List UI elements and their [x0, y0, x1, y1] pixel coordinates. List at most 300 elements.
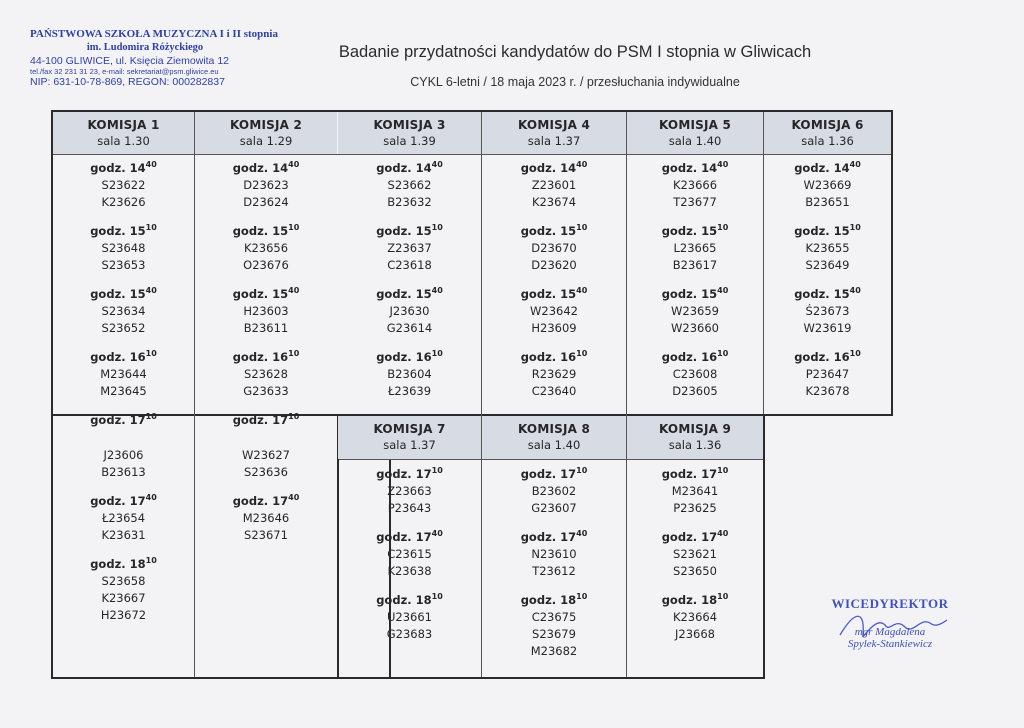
candidate-code: C23615	[387, 547, 432, 561]
slot-time-hour: 15	[272, 224, 289, 238]
candidate-code: S23679	[532, 627, 576, 641]
time-slot	[53, 493, 194, 544]
commission-column	[195, 160, 337, 556]
time-slot	[53, 223, 194, 274]
stamp-address: 44-100 GLIWICE, ul. Księcia Ziemowita 12	[30, 55, 229, 67]
slot-time-minute: 10	[288, 412, 300, 422]
slot-time-minute: 40	[576, 286, 588, 296]
candidate-code: W23642	[530, 304, 578, 318]
candidate-code: M23646	[242, 511, 290, 525]
slot-time-minute: 10	[849, 223, 861, 233]
candidate-code: B23602	[531, 484, 577, 498]
candidate-code: O23676	[243, 258, 289, 272]
time-slot	[482, 286, 626, 337]
time-slot	[627, 286, 763, 337]
slot-time-minute: 40	[717, 286, 729, 296]
slot-time-prefix: godz.	[794, 161, 834, 175]
slot-time-prefix: godz.	[520, 467, 561, 481]
slot-time-hour: 15	[833, 224, 850, 238]
candidate-code: M23682	[530, 644, 578, 658]
commission-room: sala 1.29	[239, 134, 293, 148]
candidate-code: R23629	[531, 367, 577, 381]
commission-name: KOMISJA 5	[658, 118, 732, 132]
slot-time-hour: 14	[560, 161, 577, 175]
candidate-code: G23683	[386, 627, 433, 641]
candidate-code: D23620	[531, 258, 577, 272]
candidate-code: T23677	[673, 195, 717, 209]
slot-time	[627, 160, 763, 177]
commission-name: KOMISJA 6	[791, 118, 864, 132]
candidate-code: D23624	[243, 195, 289, 209]
candidate-code: K23626	[101, 195, 146, 209]
candidate-code: H23603	[243, 304, 289, 318]
candidate-code: M23644	[100, 367, 147, 381]
commission-column	[482, 466, 626, 672]
slot-time-prefix: godz.	[794, 224, 834, 238]
slot-time-hour: 17	[560, 530, 577, 544]
time-slot	[338, 286, 481, 337]
commission-header	[482, 112, 626, 154]
slot-time-prefix: godz.	[661, 530, 702, 544]
time-slot	[195, 412, 337, 481]
candidate-code: N23610	[531, 547, 577, 561]
signature-role: WICEDYREKTOR	[831, 596, 949, 611]
commission-column	[627, 466, 763, 655]
commission-column	[338, 160, 481, 412]
slot-time	[338, 529, 481, 546]
candidate-code: K23656	[243, 241, 289, 255]
slot-time-hour: 15	[272, 287, 289, 301]
slot-time-hour: 15	[701, 287, 718, 301]
slot-time-minute: 10	[717, 223, 729, 233]
candidate-code: C23608	[672, 367, 718, 381]
commission-room: sala 1.37	[527, 134, 581, 148]
candidate-code: W23660	[671, 321, 719, 335]
slot-time-minute: 10	[576, 349, 588, 359]
candidate-code: G23607	[531, 501, 577, 515]
slot-time	[195, 412, 337, 429]
slot-time-hour: 15	[701, 224, 718, 238]
time-slot	[53, 349, 194, 400]
slot-time-minute: 10	[145, 349, 157, 359]
candidate-code: Ł23654	[101, 511, 146, 525]
slot-time-hour: 18	[701, 593, 718, 607]
slot-time-hour: 16	[833, 350, 850, 364]
slot-time	[764, 349, 891, 366]
commission-header	[627, 112, 763, 154]
commission-room: sala 1.40	[527, 438, 581, 452]
commission-name: KOMISJA 8	[517, 422, 591, 436]
slot-time-minute: 10	[717, 466, 729, 476]
time-slot	[338, 223, 481, 274]
slot-time-prefix: godz.	[661, 467, 702, 481]
candidate-code: W23627	[242, 448, 290, 462]
slot-time-hour: 16	[560, 350, 577, 364]
header-divider	[339, 459, 763, 460]
slot-time	[482, 529, 626, 546]
candidate-code: Ł23639	[387, 384, 432, 398]
slot-time	[338, 286, 481, 303]
candidate-code: S23650	[673, 564, 717, 578]
slot-time	[482, 592, 626, 609]
candidate-code: H23609	[531, 321, 577, 335]
time-slot	[53, 556, 194, 624]
candidate-code: P23647	[805, 367, 850, 381]
time-slot	[338, 349, 481, 400]
slot-time-prefix: godz.	[90, 413, 130, 427]
slot-time-prefix: godz.	[232, 161, 273, 175]
slot-time	[338, 466, 481, 483]
school-stamp	[30, 28, 278, 88]
slot-time-prefix: godz.	[90, 161, 130, 175]
time-slot	[338, 160, 481, 211]
time-slot	[482, 529, 626, 580]
candidate-code: S23652	[101, 321, 146, 335]
slot-time-hour: 14	[701, 161, 718, 175]
candidate-code: C23618	[387, 258, 432, 272]
time-slot	[627, 160, 763, 211]
commission-header	[53, 112, 194, 154]
slot-time-hour: 18	[560, 593, 577, 607]
slot-time-minute: 40	[576, 529, 588, 539]
slot-time-prefix: godz.	[520, 530, 561, 544]
slot-time-minute: 40	[431, 529, 443, 539]
slot-time-minute: 40	[576, 160, 588, 170]
slot-time-minute: 40	[288, 160, 300, 170]
candidate-code: S23662	[387, 178, 432, 192]
candidate-code: Z23637	[387, 241, 432, 255]
candidate-code: B23613	[101, 465, 146, 479]
slot-time-minute: 40	[431, 160, 443, 170]
candidate-code: S23658	[101, 574, 146, 588]
slot-time-prefix: godz.	[232, 413, 273, 427]
slot-time-hour: 16	[701, 350, 718, 364]
slot-time-hour: 17	[415, 530, 432, 544]
slot-time-prefix: godz.	[232, 224, 273, 238]
slot-time-prefix: godz.	[376, 593, 416, 607]
slot-time-prefix: godz.	[661, 161, 702, 175]
stamp-ids: NIP: 631-10-78-869, REGON: 000282837	[30, 76, 225, 88]
slot-time-minute: 10	[145, 223, 157, 233]
time-slot	[627, 223, 763, 274]
time-slot	[338, 592, 481, 643]
commission-header	[195, 112, 337, 154]
slot-time-hour: 17	[560, 467, 577, 481]
commission-name: KOMISJA 4	[517, 118, 591, 132]
slot-time-minute: 40	[717, 529, 729, 539]
candidate-code: T23612	[532, 564, 576, 578]
slot-time-minute: 40	[849, 286, 861, 296]
slot-time-prefix: godz.	[376, 530, 416, 544]
commission-column	[627, 160, 763, 412]
commission-name: KOMISJA 9	[658, 422, 732, 436]
slot-time-minute: 40	[145, 160, 157, 170]
candidate-code: Z23663	[387, 484, 432, 498]
slot-time-prefix: godz.	[520, 350, 561, 364]
candidate-code: W23619	[803, 321, 852, 335]
candidate-code: K23678	[805, 384, 850, 398]
time-slot	[195, 286, 337, 337]
candidate-code: S23636	[244, 465, 288, 479]
candidate-code: K23638	[387, 564, 432, 578]
slot-time-prefix: godz.	[90, 557, 130, 571]
candidate-code: K23664	[672, 610, 718, 624]
candidate-code: C23640	[531, 384, 577, 398]
slot-time-prefix: godz.	[661, 593, 702, 607]
slot-time-minute: 10	[576, 466, 588, 476]
time-slot	[764, 286, 891, 337]
slot-time	[627, 466, 763, 483]
slot-time	[195, 223, 337, 240]
candidate-code: G23614	[386, 321, 433, 335]
time-slot	[53, 286, 194, 337]
slot-time	[764, 223, 891, 240]
candidate-code: B23651	[805, 195, 850, 209]
slot-time-prefix: godz.	[376, 224, 416, 238]
stamp-school-name: PAŃSTWOWA SZKOŁA MUZYCZNA I i II stopnia	[30, 28, 278, 40]
candidate-code: K23631	[101, 528, 146, 542]
slot-time	[195, 286, 337, 303]
candidate-code: M23645	[100, 384, 147, 398]
slot-time-prefix: godz.	[661, 350, 702, 364]
slot-time-hour: 17	[701, 467, 718, 481]
slot-time-hour: 15	[415, 224, 432, 238]
candidate-code: Z23601	[531, 178, 577, 192]
slot-time-hour: 17	[129, 494, 146, 508]
candidate-code: S23649	[805, 258, 850, 272]
commission-name: KOMISJA 1	[87, 118, 160, 132]
slot-time-prefix: godz.	[376, 467, 416, 481]
slot-time-minute: 40	[431, 286, 443, 296]
candidate-code: S23671	[244, 528, 288, 542]
slot-time	[764, 286, 891, 303]
slot-time-hour: 16	[272, 350, 289, 364]
slot-time-minute: 10	[431, 223, 443, 233]
slot-time	[482, 160, 626, 177]
commission-column	[338, 466, 481, 655]
slot-time-minute: 40	[849, 160, 861, 170]
slot-time-prefix: godz.	[90, 224, 130, 238]
commission-header	[627, 416, 763, 459]
time-slot	[195, 349, 337, 400]
slot-time-prefix: godz.	[376, 287, 416, 301]
slot-time-minute: 40	[288, 493, 300, 503]
candidate-code: K23655	[805, 241, 850, 255]
commission-name: KOMISJA 3	[373, 118, 446, 132]
slot-time-minute: 10	[431, 466, 443, 476]
candidate-code: G23633	[243, 384, 289, 398]
slot-time	[627, 349, 763, 366]
slot-time-minute: 10	[717, 349, 729, 359]
slot-time	[482, 466, 626, 483]
slot-time-prefix: godz.	[794, 350, 834, 364]
commission-column	[482, 160, 626, 412]
time-slot	[482, 349, 626, 400]
slot-time-minute: 40	[145, 286, 157, 296]
candidate-code: K23667	[101, 591, 146, 605]
slot-time-hour: 18	[415, 593, 432, 607]
slot-time	[53, 160, 194, 177]
header-divider	[53, 154, 891, 155]
commission-header	[338, 112, 481, 154]
time-slot	[482, 592, 626, 660]
commission-room: sala 1.37	[383, 438, 436, 452]
candidate-code: S23648	[101, 241, 146, 255]
time-slot	[338, 466, 481, 517]
time-slot	[195, 223, 337, 274]
time-slot	[53, 412, 194, 481]
slot-time-hour: 15	[560, 287, 577, 301]
slot-time-minute: 10	[288, 223, 300, 233]
signature-name-line1: mgr Magdalena	[854, 626, 926, 638]
slot-time	[627, 223, 763, 240]
candidate-code: J23668	[675, 627, 715, 641]
slot-time	[53, 493, 194, 510]
slot-time-prefix: godz.	[90, 494, 130, 508]
candidate-code: S23622	[101, 178, 146, 192]
slot-time	[195, 160, 337, 177]
slot-time-minute: 10	[288, 349, 300, 359]
slot-time-minute: 10	[576, 592, 588, 602]
slot-time-prefix: godz.	[376, 161, 416, 175]
slot-time-hour: 16	[129, 350, 146, 364]
candidate-code: J23606	[103, 448, 144, 462]
commission-name: KOMISJA 2	[229, 118, 303, 132]
time-slot	[627, 529, 763, 580]
time-slot	[627, 592, 763, 643]
candidate-code: W23659	[671, 304, 719, 318]
time-slot	[195, 493, 337, 544]
slot-time	[627, 529, 763, 546]
slot-time	[338, 160, 481, 177]
candidate-code: B23632	[387, 195, 432, 209]
slot-time-minute: 40	[288, 286, 300, 296]
slot-time-prefix: godz.	[376, 350, 416, 364]
slot-time-prefix: godz.	[520, 287, 561, 301]
slot-time-prefix: godz.	[90, 287, 130, 301]
slot-time-hour: 15	[129, 287, 146, 301]
page-title: Badanie przydatności kandydatów do PSM I stopnia w Gliwicach	[338, 43, 812, 61]
time-slot	[482, 466, 626, 517]
time-slot	[764, 223, 891, 274]
slot-time	[53, 412, 194, 429]
slot-time	[53, 349, 194, 366]
slot-time-prefix: godz.	[232, 287, 273, 301]
slot-time-hour: 17	[129, 413, 146, 427]
candidate-code: S23621	[673, 547, 717, 561]
slot-time-hour: 18	[129, 557, 146, 571]
candidate-code: D23605	[672, 384, 718, 398]
slot-time	[195, 493, 337, 510]
time-slot	[627, 349, 763, 400]
stamp-contact: tel./fax 32 231 31 23, e-mail: sekretariat@psm.gliwice.eu	[30, 67, 219, 76]
slot-time-prefix: godz.	[661, 224, 702, 238]
candidate-code: L23665	[673, 241, 717, 255]
slot-time-hour: 14	[833, 161, 850, 175]
slot-time-hour: 15	[833, 287, 850, 301]
slot-time	[338, 223, 481, 240]
slot-time-prefix: godz.	[232, 350, 273, 364]
candidate-code: J23630	[389, 304, 430, 318]
candidate-code: Ś23673	[805, 304, 850, 318]
slot-time-hour: 14	[272, 161, 289, 175]
commission-name: KOMISJA 7	[373, 422, 446, 436]
commission-header	[338, 416, 481, 459]
slot-time	[53, 286, 194, 303]
candidate-code: P23643	[387, 501, 432, 515]
signature-name-line2: Spylek-Stankiewicz	[847, 638, 933, 650]
time-slot	[195, 160, 337, 211]
time-slot	[482, 223, 626, 274]
time-slot	[627, 466, 763, 517]
candidate-code: C23675	[531, 610, 577, 624]
slot-time-prefix: godz.	[520, 593, 561, 607]
slot-time-prefix: godz.	[661, 287, 702, 301]
time-slot	[764, 160, 891, 211]
stamp-patron: im. Ludomira Różyckiego	[86, 42, 204, 53]
slot-time-minute: 10	[145, 556, 157, 566]
slot-time	[195, 349, 337, 366]
time-slot	[338, 529, 481, 580]
slot-time	[53, 223, 194, 240]
slot-time	[338, 349, 481, 366]
candidate-code: B23604	[387, 367, 432, 381]
page-subtitle: CYKL 6-letni / 18 maja 2023 r. / przesłuchania indywidualne	[410, 75, 740, 89]
slot-time-hour: 17	[415, 467, 432, 481]
candidate-code: B23617	[672, 258, 718, 272]
candidate-code: P23625	[673, 501, 717, 515]
candidate-code: U23661	[386, 610, 432, 624]
candidate-code: H23672	[100, 608, 147, 622]
signature-block	[800, 596, 980, 650]
time-slot	[482, 160, 626, 211]
slot-time-hour: 15	[129, 224, 146, 238]
candidate-code: S23628	[244, 367, 288, 381]
slot-time	[627, 286, 763, 303]
commission-room: sala 1.36	[801, 134, 854, 148]
slot-time-hour: 14	[415, 161, 432, 175]
slot-time-hour: 14	[129, 161, 146, 175]
slot-time-minute: 10	[849, 349, 861, 359]
slot-time-hour: 15	[560, 224, 577, 238]
slot-time-minute: 10	[431, 592, 443, 602]
slot-time-hour: 17	[272, 413, 289, 427]
slot-time-prefix: godz.	[90, 350, 130, 364]
candidate-code: K23674	[531, 195, 577, 209]
slot-time	[764, 160, 891, 177]
commission-room: sala 1.39	[383, 134, 436, 148]
slot-time-minute: 10	[576, 223, 588, 233]
commission-column	[53, 160, 194, 636]
candidate-code: B23611	[243, 321, 289, 335]
commission-room: sala 1.40	[668, 134, 722, 148]
candidate-code: D23623	[243, 178, 289, 192]
commission-room: sala 1.36	[668, 438, 722, 452]
candidate-code: W23669	[803, 178, 852, 192]
candidate-code: D23670	[531, 241, 577, 255]
slot-time-hour: 17	[272, 494, 289, 508]
candidate-code: K23666	[672, 178, 718, 192]
time-slot	[764, 349, 891, 400]
slot-time	[338, 592, 481, 609]
commission-column	[764, 160, 891, 412]
commission-room: sala 1.30	[97, 134, 150, 148]
slot-time-prefix: godz.	[520, 161, 561, 175]
slot-time	[482, 286, 626, 303]
slot-time	[482, 223, 626, 240]
slot-time	[482, 349, 626, 366]
slot-time-hour: 17	[701, 530, 718, 544]
